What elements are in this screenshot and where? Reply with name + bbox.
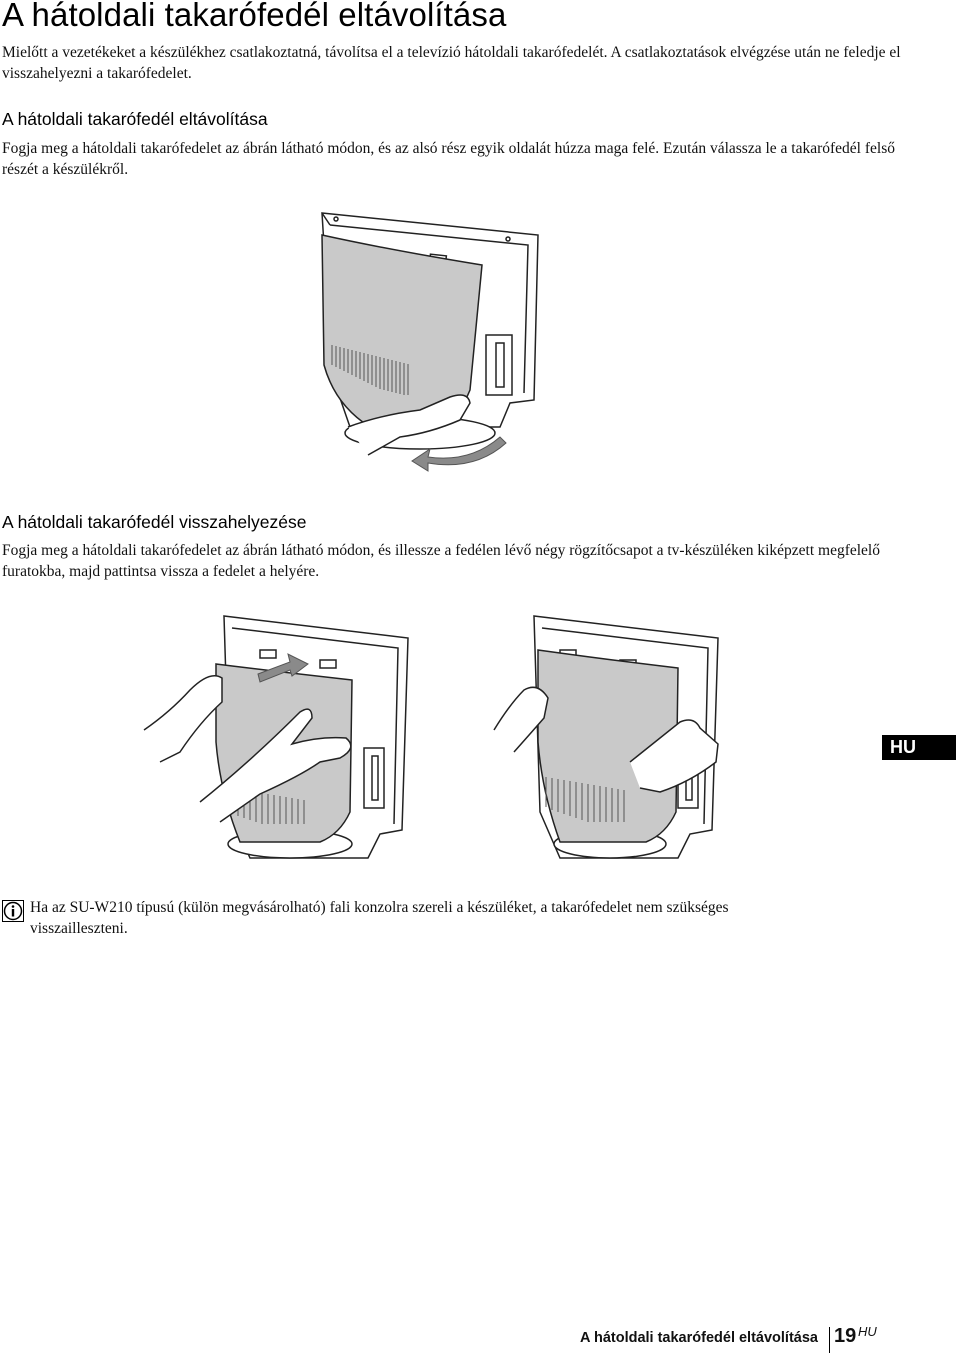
section-text-remove: Fogja meg a hátoldali takarófedelet az ábrán látható módon, és az alsó rész egyik oldalát húzza maga felé. Ezután válassza le a takarófedél felső részét a készülékről. [2, 140, 895, 178]
illustration-replace-cover-step-2 [490, 612, 740, 872]
footer-separator [829, 1327, 830, 1353]
info-icon [2, 900, 24, 922]
footer-title: A hátoldali takarófedél eltávolítása [580, 1330, 818, 1346]
illustration-remove-cover [310, 205, 560, 475]
section-heading-remove: A hátoldali takarófedél eltávolítása [2, 109, 268, 129]
section-text-replace: Fogja meg a hátoldali takarófedelet az ábrán látható módon, és illessze a fedélen lévő négy rögzítőcsapot a tv-készüléken kiképzett megfelelő furatokba, majd pattintsa vissza a fedelet a helyére. [2, 542, 880, 580]
intro-paragraph: Mielőtt a vezetékeket a készülékhez csatlakoztatná, távolítsa el a televízió hátoldali takarófedelét. A csatlakoztatások elvégzése után ne feledje el visszahelyezni a takarófedelet. [2, 44, 901, 82]
note-text: Ha az SU-W210 típusú (külön megvásárolható) fali konzolra szereli a készüléket, a takarófedelet nem szükséges visszailleszteni. [30, 899, 729, 937]
page-number-suffix: HU [858, 1324, 877, 1339]
illustration-replace-cover-step-1 [140, 612, 420, 872]
section-heading-replace: A hátoldali takarófedél visszahelyezése [2, 512, 307, 532]
language-tab-hu: HU [882, 735, 956, 760]
page-title: A hátoldali takarófedél eltávolítása [2, 0, 507, 33]
page-number: 19 [834, 1325, 857, 1347]
